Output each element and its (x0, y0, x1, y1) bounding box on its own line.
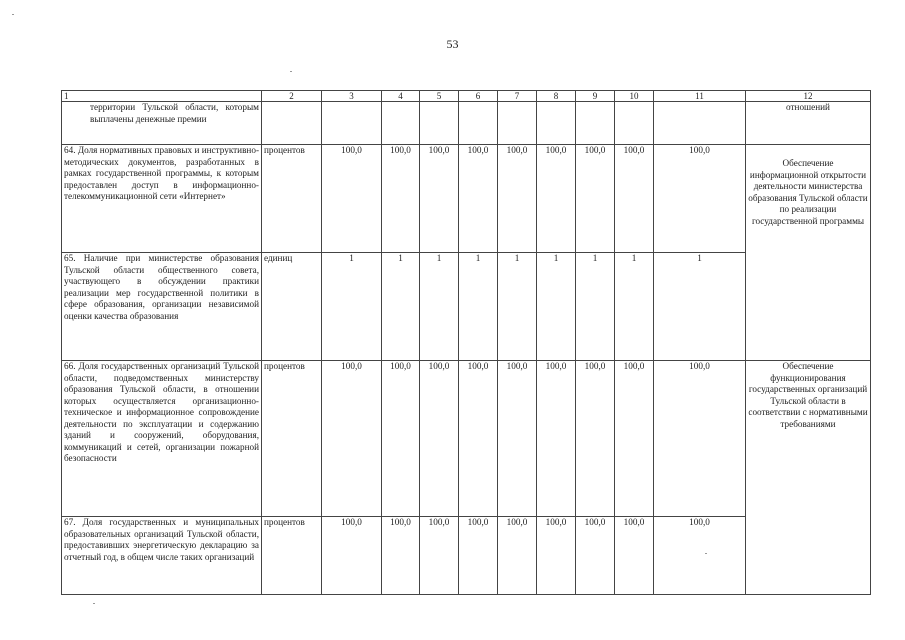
column-header: 2 (262, 91, 322, 102)
row-number: 67. (64, 517, 76, 527)
scan-speck (705, 553, 707, 554)
page-number: 53 (446, 37, 459, 51)
column-header: 1 (62, 91, 262, 102)
indicator-text: Доля государственных организаций Тульской области, подведомственных министерству образования Тульской области, в отношении которых осуществляется организационно-техническое и информационное сопровождение деятельности по эксплуатации и содержанию зданий и сооружений, оборудования, коммуникаций и сетей, организации пожарной безопасности (64, 361, 260, 463)
value-cell: 100,0 (498, 517, 537, 595)
column-header: 4 (382, 91, 420, 102)
value-cell (420, 102, 459, 145)
value-cell: 100,0 (382, 517, 420, 595)
column-header: 11 (654, 91, 746, 102)
value-cell: 100,0 (537, 517, 576, 595)
value-cell: 1 (420, 253, 459, 361)
indicator-name: территории Тульской области, которым выплачены денежные премии (62, 102, 262, 145)
row-number: 65. (64, 253, 76, 263)
column-header: 5 (420, 91, 459, 102)
value-cell: 1 (382, 253, 420, 361)
value-cell: 100,0 (654, 361, 746, 517)
row-number: 64. (64, 145, 76, 155)
column-header: 12 (746, 91, 871, 102)
value-cell: 1 (498, 253, 537, 361)
value-cell (322, 102, 382, 145)
value-cell: 100,0 (498, 145, 537, 253)
value-cell: 100,0 (576, 517, 615, 595)
value-cell: 100,0 (498, 361, 537, 517)
column-number-header-row (62, 91, 871, 102)
value-cell (382, 102, 420, 145)
value-cell: 100,0 (382, 145, 420, 253)
value-cell: 100,0 (322, 145, 382, 253)
value-cell: 100,0 (420, 361, 459, 517)
column-header: 9 (576, 91, 615, 102)
column-header: 7 (498, 91, 537, 102)
indicator-name (62, 517, 262, 595)
value-cell: 100,0 (654, 517, 746, 595)
value-cell: 100,0 (459, 361, 498, 517)
indicator-name (62, 145, 262, 253)
scan-speck (93, 603, 95, 604)
value-cell: 100,0 (322, 361, 382, 517)
indicator-text: Наличие при министерстве образования Тульской области общественного совета, участвующего в обсуждении практики реализации мер государственной политики в сфере образования, организации независимой оценки качества образования (64, 253, 259, 321)
value-cell: 1 (615, 253, 654, 361)
value-cell: 100,0 (382, 361, 420, 517)
column-header: 10 (615, 91, 654, 102)
value-cell: 100,0 (537, 361, 576, 517)
value-cell (537, 102, 576, 145)
value-cell: 100,0 (615, 361, 654, 517)
value-cell (498, 102, 537, 145)
note-cell: отношений (746, 102, 871, 145)
indicator-text: Доля государственных и муниципальных образовательных организаций Тульской области, предоставивших энергетическую декларацию за отчетный год, в общем числе таких организаций (64, 517, 260, 562)
value-cell: 100,0 (420, 145, 459, 253)
value-cell: 100,0 (615, 517, 654, 595)
scan-speck (12, 14, 14, 15)
table-row-64 (62, 145, 871, 253)
unit-cell: единиц (262, 253, 322, 361)
value-cell: 100,0 (576, 145, 615, 253)
value-cell: 100,0 (459, 145, 498, 253)
value-cell: 100,0 (615, 145, 654, 253)
value-cell: 100,0 (576, 361, 615, 517)
value-cell: 1 (322, 253, 382, 361)
indicator-name (62, 361, 262, 517)
value-cell: 1 (654, 253, 746, 361)
column-header: 6 (459, 91, 498, 102)
value-cell: 100,0 (654, 145, 746, 253)
indicators-table (61, 90, 871, 595)
table-row-continuation (62, 102, 871, 145)
indicator-name (62, 253, 262, 361)
column-header: 3 (322, 91, 382, 102)
value-cell: 100,0 (322, 517, 382, 595)
row-number: 66. (64, 361, 76, 371)
value-cell: 100,0 (537, 145, 576, 253)
unit-cell: процентов (262, 517, 322, 595)
value-cell: 1 (459, 253, 498, 361)
column-header: 8 (537, 91, 576, 102)
unit-cell: процентов (262, 361, 322, 517)
unit-cell (262, 102, 322, 145)
value-cell (459, 102, 498, 145)
scan-speck (290, 71, 292, 72)
table-row-66 (62, 361, 871, 517)
note-cell: Обеспечение информационной открытости деятельности министерства образования Тульской области по реализации государственной программы (746, 145, 871, 361)
value-cell: 1 (537, 253, 576, 361)
value-cell (576, 102, 615, 145)
unit-cell: процентов (262, 145, 322, 253)
value-cell: 1 (576, 253, 615, 361)
value-cell (654, 102, 746, 145)
note-cell: Обеспечение функционирования государственных организаций Тульской области в соответствии с нормативными требованиями (746, 361, 871, 595)
value-cell: 100,0 (459, 517, 498, 595)
value-cell (615, 102, 654, 145)
value-cell: 100,0 (420, 517, 459, 595)
indicator-text: Доля нормативных правовых и инструктивно-методических документов, разработанных в рамках государственной программы, к которым предоставлен доступ в информационно-телекоммуникационной сети «Интернет» (64, 145, 260, 201)
